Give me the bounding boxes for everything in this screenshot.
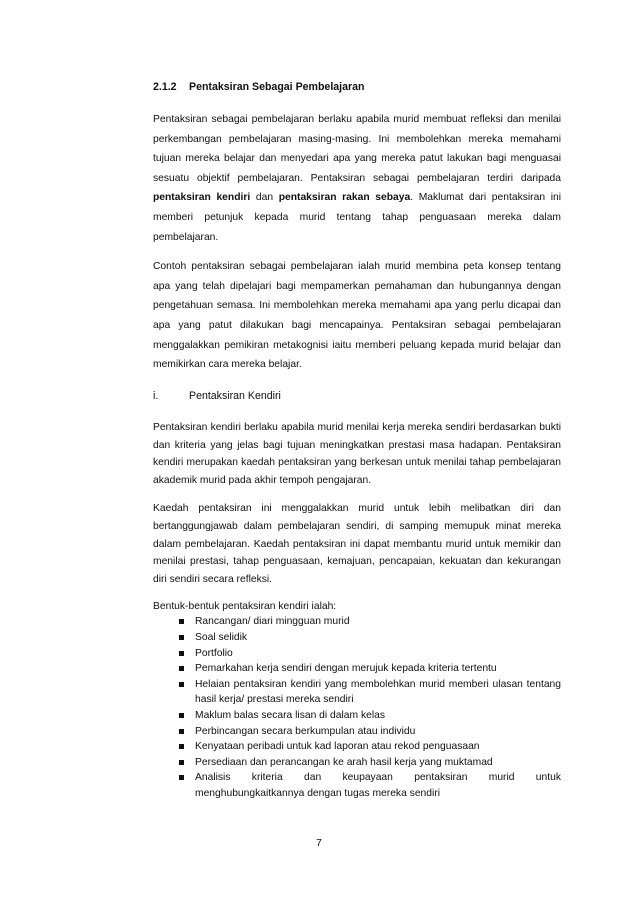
list-item-text: Rancangan/ diari mingguan murid xyxy=(195,616,350,628)
paragraph-4: Kaedah pentaksiran ini menggalakkan murid untuk lebih melibatkan diri dan bertanggungjawab dalam pembelajaran sendiri, di samping memupuk minat mereka dalam pembelajaran. Kaedah pentaksiran ini dapat membantu murid untuk memikir dan menilai prestasi, tahap penguasaan, kemajuan, pencapaian, kekuatan dan kekurangan diri sendiri secara refleksi. xyxy=(153,502,561,586)
square-bullet-icon xyxy=(179,682,184,687)
list-item xyxy=(179,630,561,646)
bold-term-pentaksiran-kendiri: pentaksiran kendiri xyxy=(153,192,251,204)
square-bullet-icon xyxy=(179,635,184,640)
list-item-text: Maklum balas secara lisan di dalam kelas xyxy=(195,710,386,722)
list-item xyxy=(179,755,561,771)
square-bullet-icon xyxy=(179,775,184,780)
square-bullet-icon xyxy=(179,729,184,734)
section-number: 2.1.2 xyxy=(153,81,177,93)
list-item xyxy=(179,646,561,662)
bold-term-pentaksiran-rakan-sebaya: pentaksiran rakan sebaya xyxy=(278,192,411,204)
list-item xyxy=(179,661,561,677)
list-item xyxy=(179,724,561,740)
page-number: 7 xyxy=(316,838,322,849)
list-item-text: Kenyataan peribadi untuk kad laporan atau rekod penguasaan xyxy=(195,741,480,753)
list-item-text: Pemarkahan kerja sendiri dengan merujuk kepada kriteria tertentu xyxy=(195,663,497,675)
square-bullet-icon xyxy=(179,760,184,765)
assessment-forms-list xyxy=(153,614,561,801)
paragraph-3: Pentaksiran kendiri berlaku apabila murid menilai kerja mereka sendiri berdasarkan bukti dan kriteria yang jelas bagi tujuan meningkatkan prestasi masa hadapan. Pentaksiran kendiri merupakan kaedah pentaksiran yang berkesan untuk menilai tahap pembelajaran akademik murid pada akhir tempoh pengajaran. xyxy=(153,421,561,487)
square-bullet-icon xyxy=(179,744,184,749)
section-title: Pentaksiran Sebagai Pembelajaran xyxy=(189,81,365,93)
square-bullet-icon xyxy=(179,666,184,671)
square-bullet-icon xyxy=(179,619,184,624)
paragraph-1 xyxy=(153,110,561,247)
section-heading xyxy=(153,80,561,94)
paragraph-1-text-a: Pentaksiran sebagai pembelajaran berlaku apabila murid membuat refleksi dan menilai perkembangan pembelajaran masing-masing. Ini membolehkan mereka memahami tujuan mereka belajar dan menyedari apa yang mereka patut lakukan bagi menguasai sesuatu objektif pembelajaran. Pentaksiran sebagai pembelajaran terdiri daripada xyxy=(153,114,561,184)
list-intro: Bentuk-bentuk pentaksiran kendiri ialah: xyxy=(153,600,337,612)
list-item-text: Portfolio xyxy=(195,647,233,659)
list-item xyxy=(179,708,561,724)
square-bullet-icon xyxy=(179,651,184,656)
paragraph-1-text-b: dan xyxy=(250,192,279,204)
subsection-number: i. xyxy=(153,389,159,402)
list-item xyxy=(179,614,561,630)
square-bullet-icon xyxy=(179,713,184,718)
list-item-text: Persediaan dan perancangan ke arah hasil kerja yang muktamad xyxy=(195,756,493,768)
list-item-text: Analisis kriteria dan keupayaan pentaksiran murid untuk menghubungkaitkannya dengan tugas mereka sendiri xyxy=(195,772,561,800)
list-item-text: Helaian pentaksiran kendiri yang membolehkan murid memberi ulasan tentang hasil kerja/ prestasi mereka sendiri xyxy=(195,678,561,706)
paragraph-2: Contoh pentaksiran sebagai pembelajaran ialah murid membina peta konsep tentang apa yang telah dipelajari bagi mempamerkan pemahaman dan hubungannya dengan pengetahuan semasa. Ini membolehkan mereka memahami apa yang perlu dicapai dan apa yang patut dilakukan bagi mencapainya. Pentaksiran sebagai pembelajaran menggalakkan pemikiran metakognisi iaitu memberi peluang kepada murid belajar dan memikirkan cara mereka belajar. xyxy=(153,261,561,371)
list-item-text: Perbincangan secara berkumpulan atau individu xyxy=(195,725,416,737)
list-item xyxy=(179,739,561,755)
list-item-text: Soal selidik xyxy=(195,632,248,644)
page-content xyxy=(153,80,561,802)
paragraph-1-text-c: . Maklumat dari pentaksiran ini memberi petunjuk kepada murid tentang tahap penguasaan mereka dalam pembelajaran. xyxy=(153,192,561,243)
list-item xyxy=(179,677,561,708)
subsection-heading xyxy=(153,389,561,403)
subsection-title: Pentaksiran Kendiri xyxy=(189,389,281,402)
list-item xyxy=(179,770,561,801)
